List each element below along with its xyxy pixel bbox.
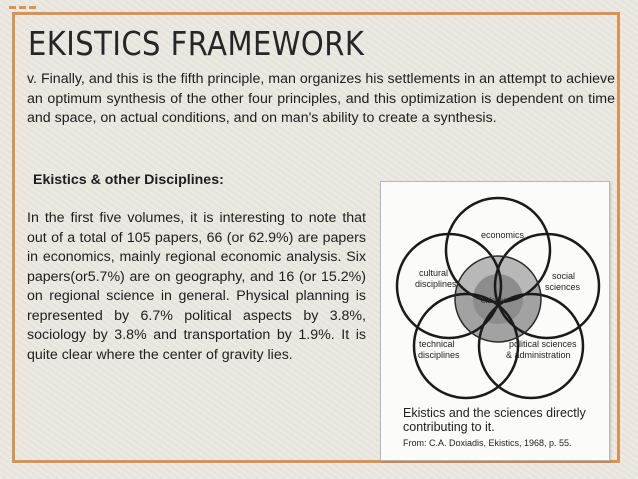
slide-title: EKISTICS FRAMEWORK (28, 24, 365, 63)
frame-accent (9, 6, 16, 9)
section-subheading: Ekistics & other Disciplines: (33, 172, 224, 188)
label-technical-2: disciplines (418, 350, 460, 360)
label-cultural-1: cultural (419, 268, 449, 278)
label-social-2: sciences (545, 282, 581, 292)
label-cultural-2: disciplines (415, 279, 457, 289)
label-political-2: & administration (506, 350, 571, 360)
intro-paragraph: v. Finally, and this is the fifth principle, man organizes his settlements in an attempt to achieve an optimum synthesis of the other four principles, and this optimization is dependent on time and space, on actual conditions, and on man's ability to create a synthesis. (27, 71, 615, 126)
figure-caption: Ekistics and the sciences directly contributing to it. (403, 406, 586, 434)
label-social-1: social (552, 271, 576, 281)
body-paragraph: In the first five volumes, it is interesting to note that out of a total of 105 papers, 66 (or 62.9%) are papers in economics, mainly regional economic analysis. Six papers(or5.7%) are on geography, and 16 (or 15.2%) on regional science in general. Physical planning is represented by 6.7% political aspects by 3.8%, sociology by 3.8% and transportation by 1.9%. It is quite clear where the center of gravity lies. (27, 210, 366, 363)
figure-source: From: C.A. Doxiadis, Ekistics, 1968, p. 55. (403, 438, 572, 448)
frame-accent (19, 6, 26, 9)
frame-accent (29, 6, 36, 9)
label-technical-1: technical (419, 339, 455, 349)
label-political-1: political sciences (509, 339, 577, 349)
venn-figure (380, 181, 610, 461)
label-ekistics: ekistics (481, 296, 508, 305)
label-economics: economics (481, 230, 525, 240)
